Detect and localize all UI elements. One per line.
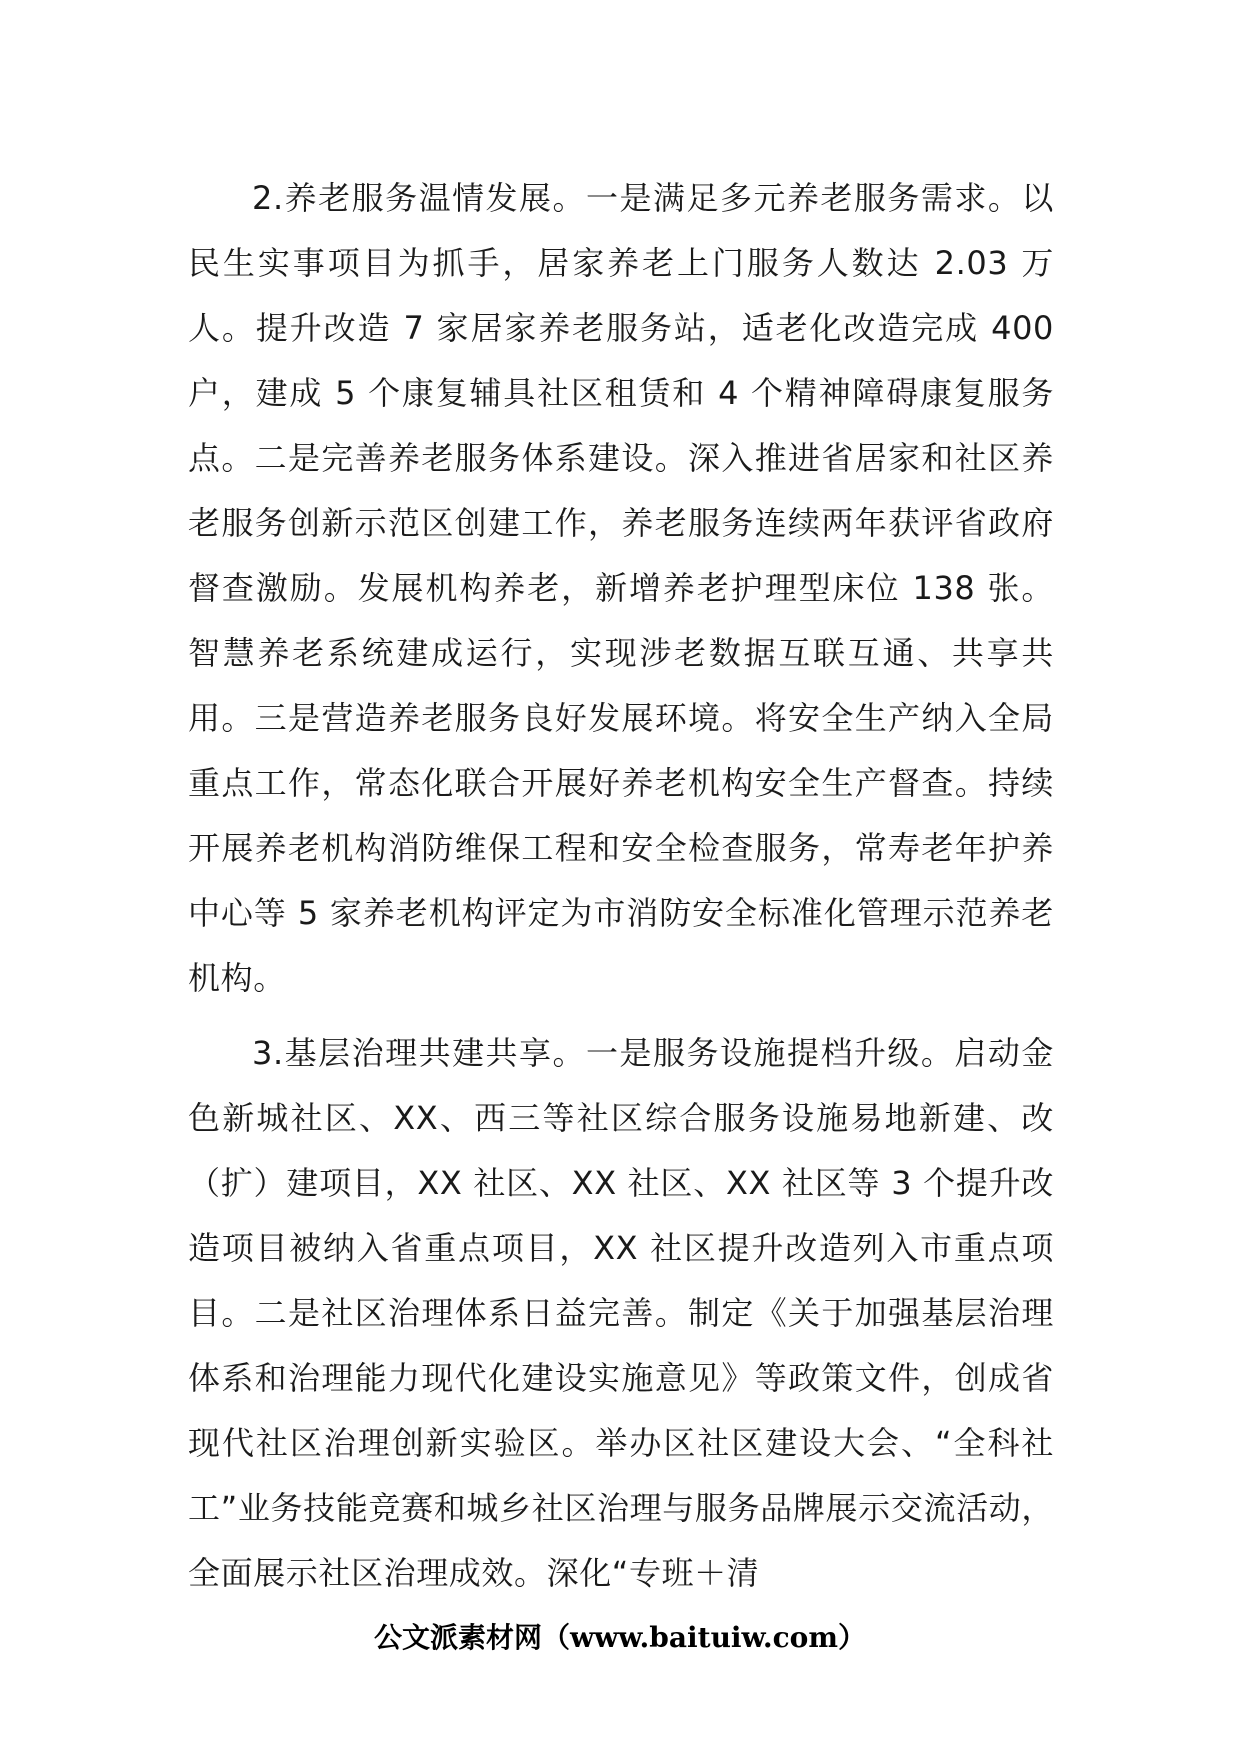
paragraph-grassroots-governance: 3.基层治理共建共享。一是服务设施提档升级。启动金色新城社区、XX、西三等社区综合服务设施易地新建、改（扩）建项目，XX 社区、XX 社区、XX 社区等 3 个提升改造项目被纳入省重点项目，XX 社区提升改造列入市重点项目。二是社区治理体系日益完善。制定《关于加强基层治理体系和治理能力现代化建设实施意见》等政策文件，创成省现代社区治理创新实验区。举办区社区建设大会、“全科社工”业务技能竞赛和城乡社区治理与服务品牌展示交流活动，全面展示社区治理成效。深化“专班＋清 (188, 1034, 1054, 1592)
footer-watermark: 公文派素材网（www.baituiw.com） (374, 1621, 866, 1654)
paragraph-elderly-care: 2.养老服务温情发展。一是满足多元养老服务需求。以民生实事项目为抓手，居家养老上门服务人数达 2.03 万人。提升改造 7 家居家养老服务站，适老化改造完成 400 户，建成 5 个康复辅具社区租赁和 4 个精神障碍康复服务点。二是完善养老服务体系建设。深入推进省居家和社区养老服务创新示范区创建工作，养老服务连续两年获评省政府督查激励。发展机构养老，新增养老护理型床位 138 张。智慧养老系统建成运行，实现涉老数据互联互通、共享共用。三是营造养老服务良好发展环境。将安全生产纳入全局重点工作，常态化联合开展好养老机构安全生产督查。持续开展养老机构消防维保工程和安全检查服务，常寿老年护养中心等 5 家养老机构评定为市消防安全标准化管理示范养老机构。 (188, 179, 1054, 997)
document-body (188, 166, 1054, 1606)
